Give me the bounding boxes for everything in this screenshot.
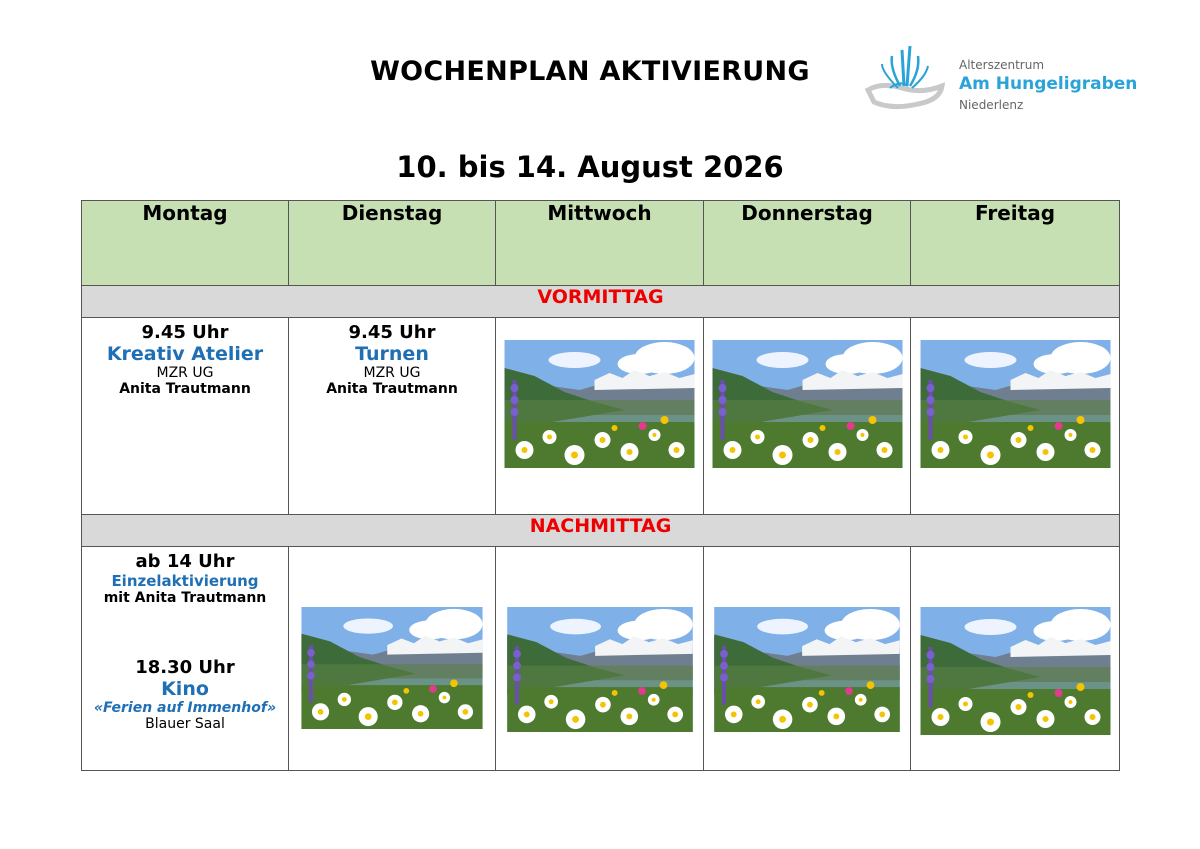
afternoon-tuesday-cell: [289, 547, 496, 771]
alpine-flower-meadow-photo: [920, 340, 1111, 468]
morning-row: [82, 318, 1120, 515]
event-activity: Einzelaktivierung: [111, 572, 259, 590]
event-time: 18.30 Uhr: [135, 657, 235, 678]
afternoon-section-row: [82, 515, 1120, 547]
alpine-flower-meadow-photo: [714, 607, 900, 732]
event-place: MZR UG: [363, 365, 421, 381]
logo: [862, 42, 1142, 114]
alpine-flower-meadow-photo: [920, 607, 1111, 735]
alpine-flower-meadow-photo: [507, 607, 693, 732]
event-person: mit Anita Trautmann: [103, 590, 267, 606]
event-person: Anita Trautmann: [119, 381, 251, 397]
alpine-flower-meadow-photo: [712, 340, 903, 468]
event-time: 9.45 Uhr: [141, 322, 229, 343]
afternoon-friday-cell: [911, 547, 1120, 771]
event-activity: Kino: [161, 678, 209, 700]
event-person: Anita Trautmann: [326, 381, 458, 397]
morning-section-row: [82, 286, 1120, 318]
weekly-schedule-table: [81, 200, 1120, 771]
morning-tuesday-cell: [289, 318, 496, 515]
day-header-tuesday: Dienstag: [289, 201, 496, 286]
date-range: 10. bis 14. August 2026: [396, 150, 784, 184]
day-header-thursday: Donnerstag: [704, 201, 911, 286]
afternoon-wednesday-cell: [496, 547, 704, 771]
day-header-row: [82, 201, 1120, 286]
logo-line-2: Am Hungeligraben: [959, 74, 1138, 94]
alpine-flower-meadow-photo: [301, 607, 483, 729]
afternoon-monday-cell: [82, 547, 289, 771]
morning-monday-event: [82, 318, 288, 397]
event-time: 9.45 Uhr: [348, 322, 436, 343]
morning-tuesday-event: [289, 318, 495, 397]
logo-line-3: Niederlenz: [959, 98, 1024, 112]
section-label-afternoon: NACHMITTAG: [82, 515, 1120, 547]
day-header-monday: Montag: [82, 201, 289, 286]
afternoon-monday-event-2: [82, 653, 288, 732]
page-title: WOCHENPLAN AKTIVIERUNG: [370, 56, 810, 87]
afternoon-monday-event-1: [82, 547, 288, 606]
morning-friday-cell: [911, 318, 1120, 515]
event-place: Blauer Saal: [145, 716, 225, 732]
event-movie-title: «Ferien auf Immenhof»: [93, 700, 277, 716]
event-time: ab 14 Uhr: [135, 551, 235, 572]
day-header-wednesday: Mittwoch: [496, 201, 704, 286]
day-header-friday: Freitag: [911, 201, 1120, 286]
afternoon-row: [82, 547, 1120, 771]
logo-line-1: Alterszentrum: [959, 58, 1045, 72]
event-place: MZR UG: [156, 365, 214, 381]
event-activity: Turnen: [355, 343, 429, 365]
event-activity: Kreativ Atelier: [106, 343, 264, 365]
section-label-morning: VORMITTAG: [82, 286, 1120, 318]
morning-monday-cell: [82, 318, 289, 515]
fountain-logo-icon: [862, 42, 952, 114]
afternoon-thursday-cell: [704, 547, 911, 771]
alpine-flower-meadow-photo: [504, 340, 695, 468]
morning-thursday-cell: [704, 318, 911, 515]
morning-wednesday-cell: [496, 318, 704, 515]
